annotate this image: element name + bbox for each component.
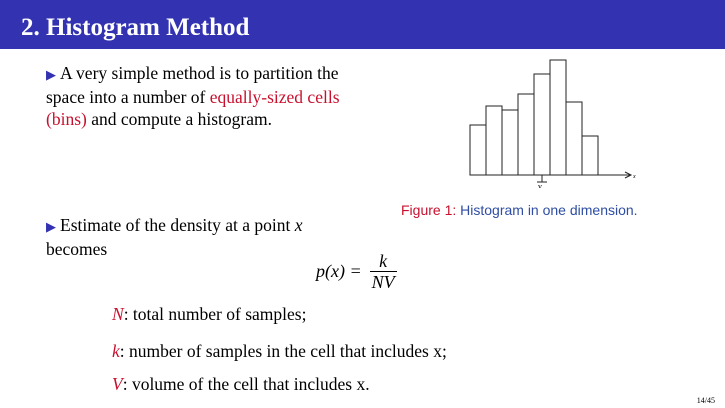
- histogram-bin: [566, 102, 582, 175]
- density-formula: [316, 251, 397, 292]
- histogram-bin: [534, 74, 550, 175]
- formula-denominator: NV: [371, 272, 395, 292]
- formula-fraction: [370, 251, 397, 292]
- definition-text: : volume of the cell that includes x.: [122, 374, 370, 394]
- page-number: 14/45: [696, 396, 715, 405]
- bullet-triangle-icon: ▶: [46, 67, 56, 82]
- slide-title: 2. Histogram Method: [21, 14, 250, 41]
- axis-label: x: [633, 174, 636, 180]
- definition-symbol: N: [112, 304, 124, 324]
- bullet-density: [46, 214, 346, 260]
- definition-k: [112, 340, 447, 362]
- definition-text: : total number of samples;: [123, 304, 307, 324]
- definition-text: : number of samples in the cell that includes x;: [119, 341, 447, 361]
- formula-numerator: k: [379, 251, 388, 271]
- marker-label: v: [538, 182, 542, 188]
- histogram-bin: [486, 106, 502, 175]
- figure-caption-text: Histogram in one dimension.: [460, 202, 638, 218]
- bullet-triangle-icon: ▶: [46, 219, 56, 234]
- title-bar: [0, 0, 725, 49]
- bullet1-highlight: equally-sized cells (bins): [46, 87, 340, 129]
- definition-n: [112, 303, 306, 325]
- bullet2-var: x: [294, 215, 303, 235]
- bullet2-post: becomes: [46, 239, 108, 259]
- bullet1-post: and compute a histogram.: [86, 109, 272, 129]
- histogram-figure: [465, 58, 640, 188]
- histogram-bin: [502, 110, 518, 175]
- bullet-partition: [46, 62, 346, 130]
- histogram-bin: [550, 60, 566, 175]
- definition-v: [112, 373, 370, 395]
- histogram-bin: [518, 94, 534, 175]
- histogram-bin: [470, 125, 486, 175]
- histogram-bin: [582, 136, 598, 175]
- figure-caption: [401, 201, 641, 219]
- bullet2-pre: Estimate of the density at a point: [60, 215, 295, 235]
- definition-symbol: V: [112, 374, 123, 394]
- figure-label: Figure 1:: [401, 202, 457, 218]
- formula-lhs: p(x) =: [316, 261, 362, 281]
- definition-symbol: k: [112, 341, 120, 361]
- bullet1-pre: A very simple method is to partition the space into a number of: [46, 63, 339, 107]
